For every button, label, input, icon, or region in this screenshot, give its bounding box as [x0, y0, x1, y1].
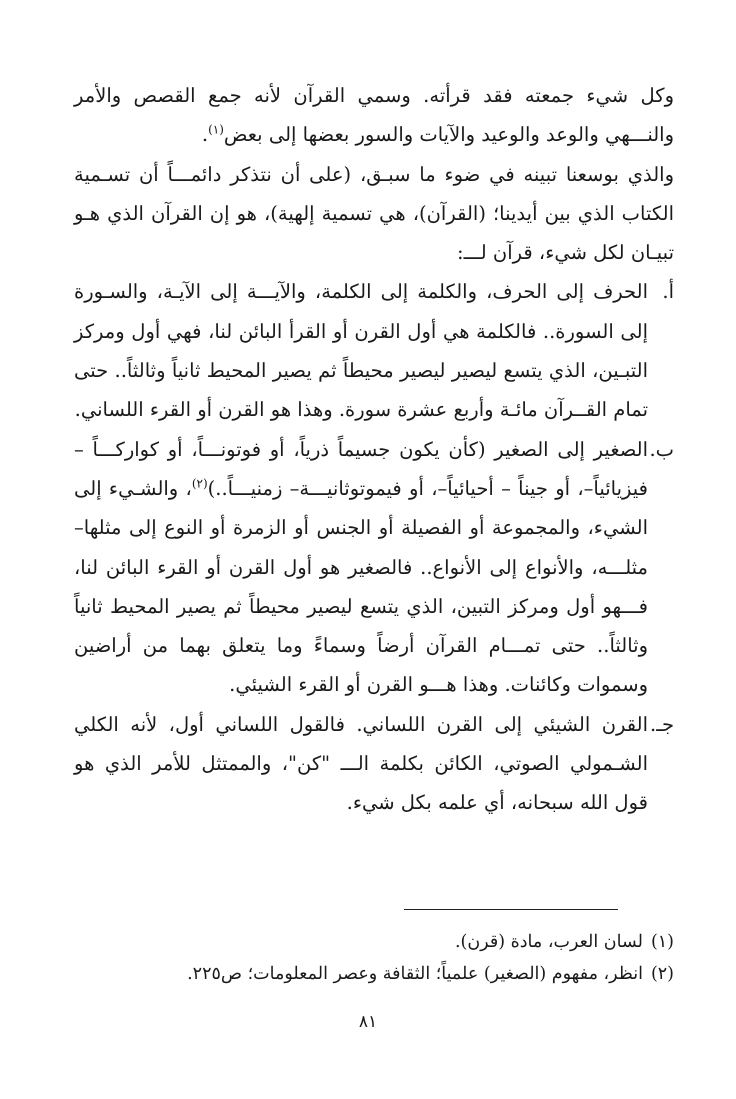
footnotes — [100, 926, 674, 990]
list-item-a-text: الحرف إلى الحرف، والكلمة إلى الكلمة، والآيـــة إلى الآيـة، والسـورة إلى السورة.. فالكلمة هي أول القرن أو القرأ البائن لنا، فهي أول ومركز التبـين، الذي يتسع ليصير ليصير محيطاً ثم يصير المحيط ثانياً وثالثاً.. حتى تمام القــرآن مائـة وأربع عشرة سورة. وهذا هو القرن أو القرء اللساني. — [74, 280, 648, 422]
list-item-b-text-1: الصغير إلى الصغير (كأن يكون جسيماً ذرياً، أو فوتونـــاً، أو كواركـــاً – فيزيائياً–، أو جيناً – أحيائياً–، أو فيموتوثانيـــة– زمنيـــاً..) — [74, 437, 648, 500]
paragraph-1-text: وكل شيء جمعته فقد قرأته. وسمي القرآن لأنه جمع القصص والأمر والنـــهي والوعد والوعيد والآيات والسور بعضها إلى بعض — [74, 84, 674, 147]
footnote-separator — [404, 909, 618, 910]
footnote-ref-2: (٢) — [191, 476, 208, 491]
footnote-ref-1: (١) — [208, 122, 224, 137]
list-item-b — [74, 430, 674, 705]
footnote-1 — [100, 926, 674, 958]
paragraph-1 — [74, 76, 674, 155]
footnote-1-text: لسان العرب، مادة (قرن). — [454, 932, 643, 952]
list-marker-c: جـ. — [650, 712, 674, 736]
footnote-1-number: (١) — [650, 932, 674, 952]
paragraph-1-end: . — [201, 123, 209, 147]
page-number: ٨١ — [358, 1012, 378, 1032]
footnote-2-number: (٢) — [650, 964, 674, 984]
list-item-a — [74, 272, 674, 429]
list-marker-b: ب. — [649, 437, 674, 461]
list-item-c-text: القرن الشيئي إلى القرن اللساني. فالقول اللساني أول، لأنه الكلي الشـمولي الصوتي، الكائن بكلمة الـــ "كن"، والممتثل للأمر الذي هو قول الله سبحانه، أي علمه بكل شيء. — [74, 712, 648, 815]
footnote-2-text: انظر، مفهوم (الصغير) علمياً؛ الثقافة وعصر المعلومات؛ ص٢٢٥. — [187, 964, 643, 984]
list-item-c — [74, 705, 674, 823]
main-text — [74, 76, 674, 823]
paragraph-2 — [74, 155, 674, 273]
footnote-2 — [100, 958, 674, 990]
list-marker-a: أ. — [662, 280, 674, 304]
paragraph-2-text: والذي بوسعنا تبينه في ضوء ما سبـق، (على أن نتذكر دائمـــاً أن تسـمية الكتاب الذي بين أيدينا؛ (القرآن)، هي تسمية إلهية)، هو إن القرآن الذي هـو تبيـان لكل شيء، قرآن لـــ: — [74, 162, 674, 265]
list-item-b-text-2: ، والشـيء إلى الشيء، والمجموعة أو الفصيلة أو الجنس أو الزمرة أو النوع إلى مثلها– مثلـــه، والأنواع إلى الأنواع.. فالصغير هو أول القرن أو القرء البائن لنا، فـــهو أول ومركز التبين، الذي يتسع ليصير محيطاً ثم يصير المحيط ثانياً وثالثاً.. حتى تمـــام القرآن أرضاً وسماءً وما يتعلق بهما من أراضين وسموات وكائنات. وهذا هـــو القرن أو القرء الشيئي. — [74, 476, 648, 697]
